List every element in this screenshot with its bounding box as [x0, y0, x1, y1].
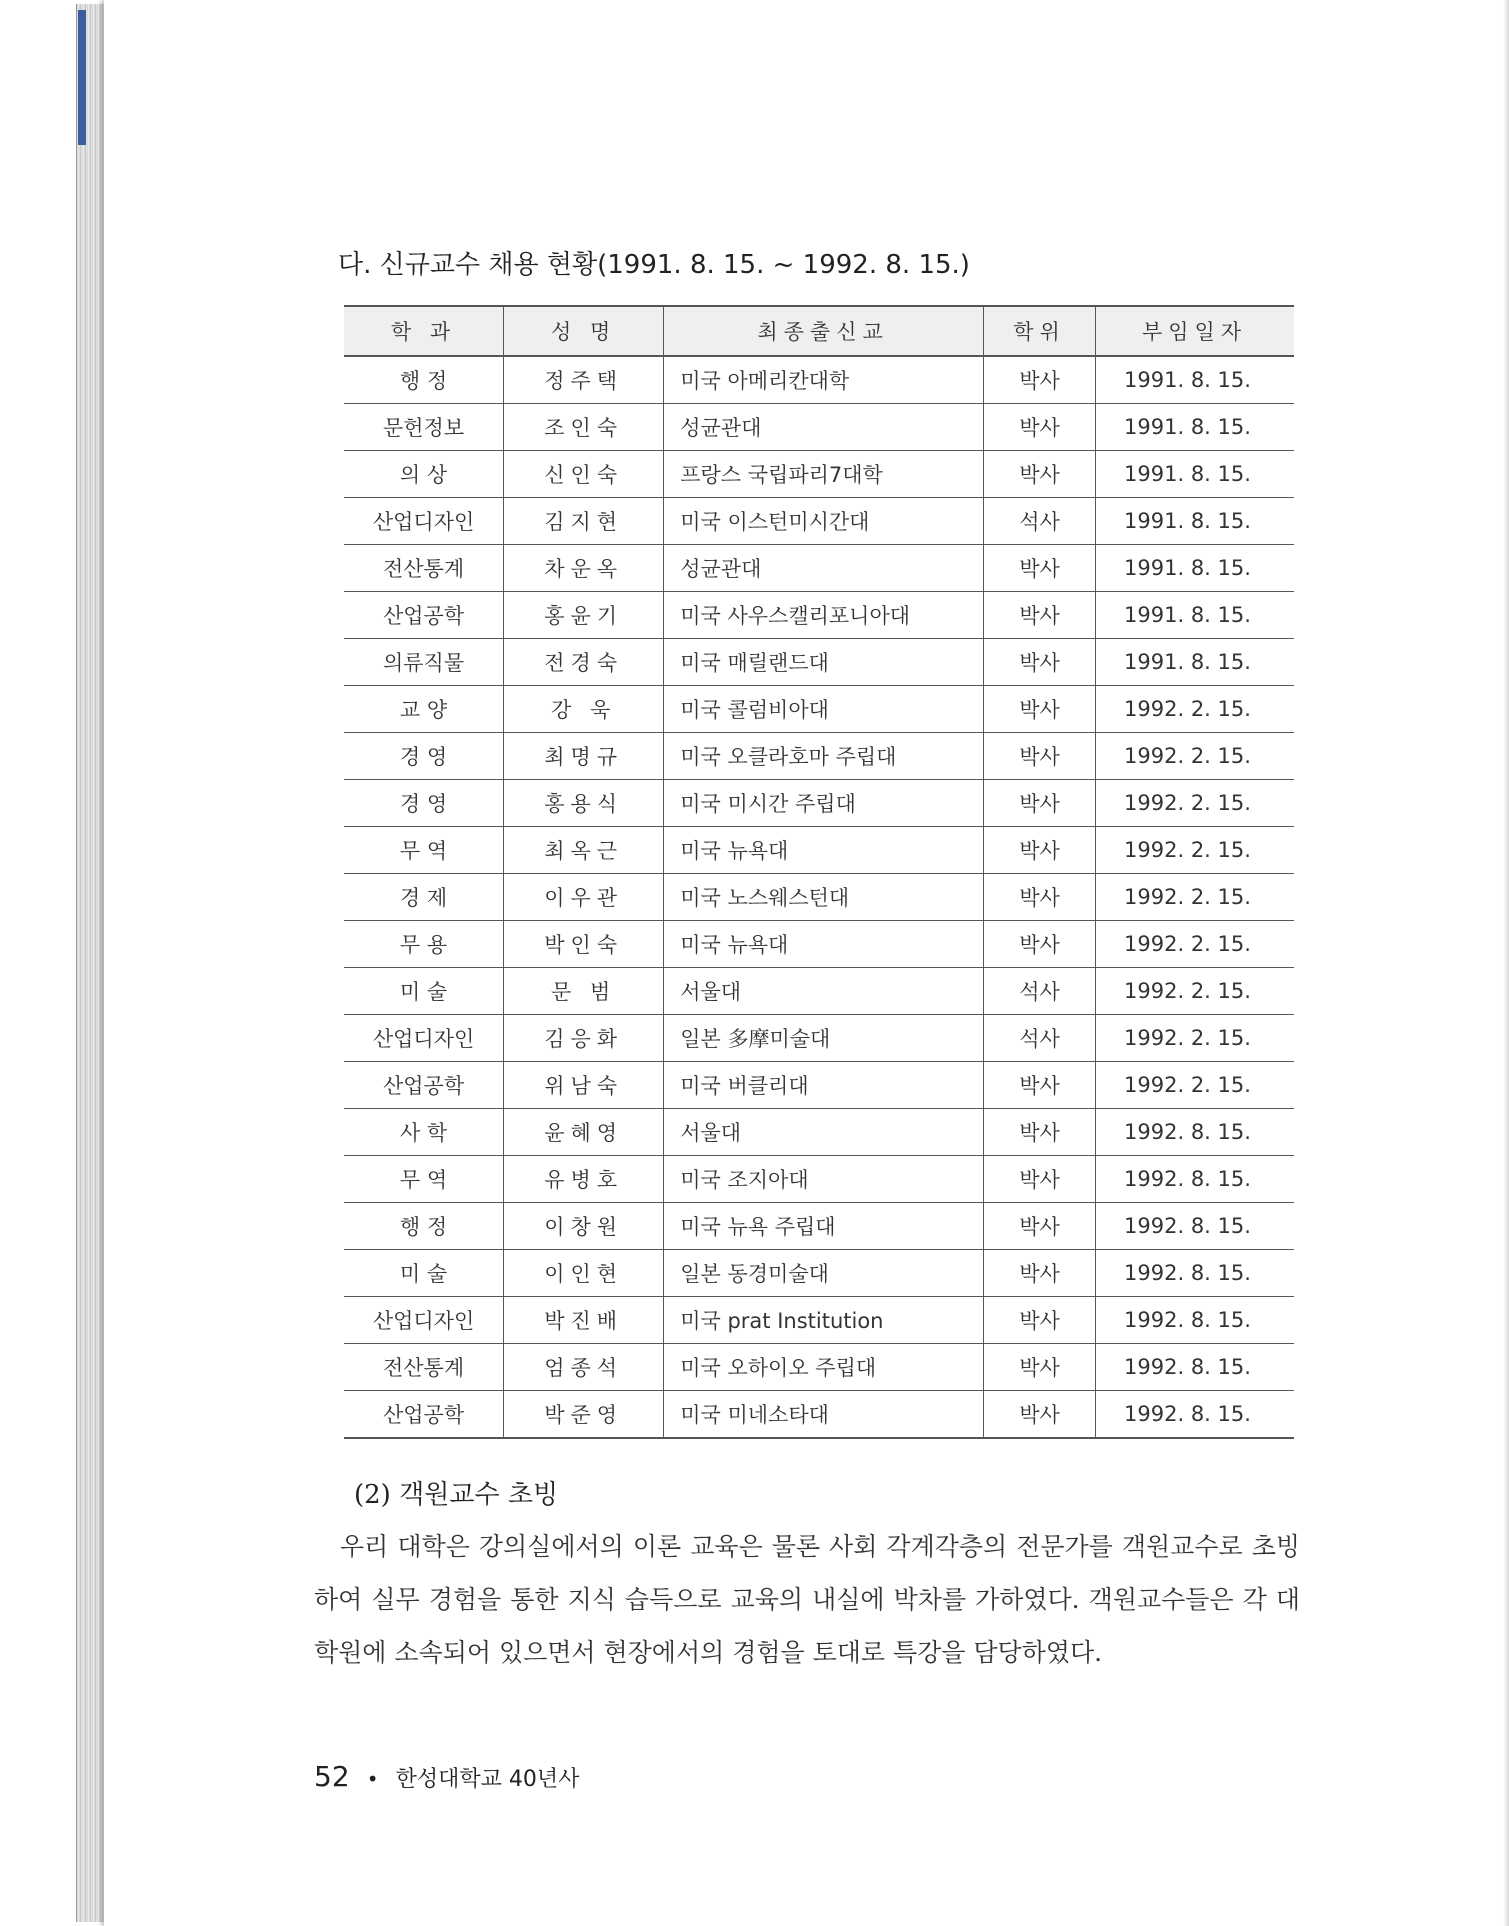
cell-department: 산업공학 — [344, 592, 504, 639]
cell-school: 미국 아메리칸대학 — [664, 356, 984, 404]
cell-name: 문 범 — [504, 968, 664, 1015]
cell-school: 미국 미네소타대 — [664, 1391, 984, 1439]
cell-department: 산업디자인 — [344, 1015, 504, 1062]
cell-department: 무 용 — [344, 921, 504, 968]
section-title: 다. 신규교수 채용 현황(1991. 8. 15. ~ 1992. 8. 15.) — [338, 250, 970, 280]
table-row — [344, 498, 1294, 545]
cell-name: 최명규 — [504, 733, 664, 780]
cell-date: 1992. 2. 15. — [1096, 827, 1294, 874]
cell-department: 미 술 — [344, 1250, 504, 1297]
cell-degree: 박사 — [983, 592, 1095, 639]
cell-school: 성균관대 — [664, 404, 984, 451]
cell-date: 1992. 8. 15. — [1096, 1250, 1294, 1297]
cell-name: 박준영 — [504, 1391, 664, 1439]
footer-bullet: • — [366, 1767, 379, 1791]
cell-department: 경 제 — [344, 874, 504, 921]
cell-department: 사 학 — [344, 1109, 504, 1156]
table-row — [344, 592, 1294, 639]
cell-name: 김지현 — [504, 498, 664, 545]
cell-department: 미 술 — [344, 968, 504, 1015]
cell-school: 미국 버클리대 — [664, 1062, 984, 1109]
table-row — [344, 1391, 1294, 1439]
table-row — [344, 1344, 1294, 1391]
table-row — [344, 1156, 1294, 1203]
cell-date: 1992. 2. 15. — [1096, 686, 1294, 733]
cell-school: 미국 이스턴미시간대 — [664, 498, 984, 545]
cell-school: 미국 뉴욕대 — [664, 921, 984, 968]
cell-degree: 박사 — [983, 1297, 1095, 1344]
cell-degree: 박사 — [983, 733, 1095, 780]
cell-date: 1992. 8. 15. — [1096, 1109, 1294, 1156]
cell-name: 홍용식 — [504, 780, 664, 827]
cell-department: 무 역 — [344, 1156, 504, 1203]
cell-date: 1991. 8. 15. — [1096, 451, 1294, 498]
table-row — [344, 1203, 1294, 1250]
cell-degree: 박사 — [983, 1156, 1095, 1203]
cell-date: 1992. 2. 15. — [1096, 1062, 1294, 1109]
cell-department: 전산통계 — [344, 1344, 504, 1391]
body-paragraph-text: 우리 대학은 강의실에서의 이론 교육은 물론 사회 각계각층의 전문가를 객원교수로 초빙하여 실무 경험을 통한 지식 습득으로 교육의 내실에 박차를 가하였다. 객원교수들은 각 대학원에 소속되어 있으면서 현장에서의 경험을 토대로 특강을 담당하였다. — [314, 1532, 1300, 1667]
book-spine-tab — [78, 10, 86, 145]
cell-degree: 석사 — [983, 1015, 1095, 1062]
cell-degree: 박사 — [983, 921, 1095, 968]
cell-name: 윤혜영 — [504, 1109, 664, 1156]
cell-date: 1991. 8. 15. — [1096, 404, 1294, 451]
cell-department: 교 양 — [344, 686, 504, 733]
table-row — [344, 356, 1294, 404]
cell-school: 미국 미시간 주립대 — [664, 780, 984, 827]
cell-school: 일본 多摩미술대 — [664, 1015, 984, 1062]
cell-department: 산업공학 — [344, 1391, 504, 1439]
cell-degree: 박사 — [983, 356, 1095, 404]
table-row — [344, 827, 1294, 874]
cell-degree: 박사 — [983, 639, 1095, 686]
cell-degree: 박사 — [983, 874, 1095, 921]
cell-date: 1991. 8. 15. — [1096, 356, 1294, 404]
table-row — [344, 451, 1294, 498]
book-page-edges — [76, 4, 105, 1922]
table-row — [344, 733, 1294, 780]
cell-date: 1992. 2. 15. — [1096, 733, 1294, 780]
cell-department: 의류직물 — [344, 639, 504, 686]
cell-degree: 석사 — [983, 498, 1095, 545]
page-number: 52 — [314, 1760, 350, 1793]
cell-department: 문헌정보 — [344, 404, 504, 451]
cell-date: 1992. 8. 15. — [1096, 1297, 1294, 1344]
cell-name: 조인숙 — [504, 404, 664, 451]
cell-name: 차운옥 — [504, 545, 664, 592]
table-row — [344, 968, 1294, 1015]
body-paragraph — [314, 1520, 1300, 1679]
table-row — [344, 404, 1294, 451]
cell-school: 미국 조지아대 — [664, 1156, 984, 1203]
cell-name: 엄종석 — [504, 1344, 664, 1391]
cell-school: 미국 오하이오 주립대 — [664, 1344, 984, 1391]
cell-name: 정주택 — [504, 356, 664, 404]
cell-name: 이창원 — [504, 1203, 664, 1250]
cell-degree: 박사 — [983, 451, 1095, 498]
cell-school: 미국 뉴욕대 — [664, 827, 984, 874]
cell-degree: 박사 — [983, 780, 1095, 827]
sub-heading: (2) 객원교수 초빙 — [354, 1480, 559, 1510]
table-row — [344, 639, 1294, 686]
table-body — [344, 356, 1294, 1438]
cell-name: 강 욱 — [504, 686, 664, 733]
cell-name: 이우관 — [504, 874, 664, 921]
cell-school: 미국 뉴욕 주립대 — [664, 1203, 984, 1250]
cell-degree: 박사 — [983, 1062, 1095, 1109]
cell-department: 산업디자인 — [344, 498, 504, 545]
cell-name: 김응화 — [504, 1015, 664, 1062]
cell-school: 미국 노스웨스턴대 — [664, 874, 984, 921]
header-degree: 학위 — [983, 306, 1095, 356]
cell-school: 미국 매릴랜드대 — [664, 639, 984, 686]
new-faculty-table — [344, 305, 1294, 1439]
cell-name: 박인숙 — [504, 921, 664, 968]
table-row — [344, 1015, 1294, 1062]
cell-department: 행 정 — [344, 1203, 504, 1250]
cell-name: 신인숙 — [504, 451, 664, 498]
cell-school: 미국 prat Institution — [664, 1297, 984, 1344]
cell-date: 1992. 2. 15. — [1096, 780, 1294, 827]
header-school: 최종출신교 — [664, 306, 984, 356]
cell-department: 행 정 — [344, 356, 504, 404]
cell-department: 전산통계 — [344, 545, 504, 592]
cell-department: 경 영 — [344, 733, 504, 780]
page-shadow — [1503, 0, 1509, 1926]
table-row — [344, 1250, 1294, 1297]
cell-department: 의 상 — [344, 451, 504, 498]
table-row — [344, 1062, 1294, 1109]
cell-date: 1992. 8. 15. — [1096, 1156, 1294, 1203]
table-row — [344, 1297, 1294, 1344]
cell-school: 프랑스 국립파리7대학 — [664, 451, 984, 498]
cell-department: 산업공학 — [344, 1062, 504, 1109]
cell-name: 최옥근 — [504, 827, 664, 874]
header-department: 학 과 — [344, 306, 504, 356]
cell-degree: 석사 — [983, 968, 1095, 1015]
table-row — [344, 545, 1294, 592]
table-header-row — [344, 306, 1294, 356]
cell-degree: 박사 — [983, 1203, 1095, 1250]
cell-degree: 박사 — [983, 404, 1095, 451]
cell-school: 서울대 — [664, 1109, 984, 1156]
cell-date: 1991. 8. 15. — [1096, 592, 1294, 639]
cell-degree: 박사 — [983, 545, 1095, 592]
table-row — [344, 686, 1294, 733]
book-title: 한성대학교 40년사 — [395, 1767, 580, 1792]
cell-date: 1992. 2. 15. — [1096, 874, 1294, 921]
table-row — [344, 921, 1294, 968]
cell-degree: 박사 — [983, 686, 1095, 733]
cell-degree: 박사 — [983, 1109, 1095, 1156]
cell-degree: 박사 — [983, 1344, 1095, 1391]
header-name: 성 명 — [504, 306, 664, 356]
cell-school: 서울대 — [664, 968, 984, 1015]
cell-department: 무 역 — [344, 827, 504, 874]
cell-date: 1992. 2. 15. — [1096, 921, 1294, 968]
cell-date: 1992. 8. 15. — [1096, 1203, 1294, 1250]
cell-name: 유병호 — [504, 1156, 664, 1203]
page-footer — [314, 1760, 579, 1793]
cell-date: 1991. 8. 15. — [1096, 545, 1294, 592]
cell-date: 1992. 8. 15. — [1096, 1344, 1294, 1391]
table-row — [344, 780, 1294, 827]
cell-name: 홍윤기 — [504, 592, 664, 639]
cell-school: 성균관대 — [664, 545, 984, 592]
cell-department: 경 영 — [344, 780, 504, 827]
header-date: 부임일자 — [1096, 306, 1294, 356]
cell-name: 위남숙 — [504, 1062, 664, 1109]
cell-date: 1992. 8. 15. — [1096, 1391, 1294, 1439]
cell-degree: 박사 — [983, 1391, 1095, 1439]
cell-school: 미국 사우스캘리포니아대 — [664, 592, 984, 639]
cell-date: 1991. 8. 15. — [1096, 639, 1294, 686]
cell-date: 1992. 2. 15. — [1096, 968, 1294, 1015]
cell-degree: 박사 — [983, 1250, 1095, 1297]
cell-school: 미국 오클라호마 주립대 — [664, 733, 984, 780]
cell-school: 일본 동경미술대 — [664, 1250, 984, 1297]
cell-name: 전경숙 — [504, 639, 664, 686]
cell-name: 이인현 — [504, 1250, 664, 1297]
table-row — [344, 1109, 1294, 1156]
table-row — [344, 874, 1294, 921]
cell-date: 1992. 2. 15. — [1096, 1015, 1294, 1062]
cell-school: 미국 콜럼비아대 — [664, 686, 984, 733]
cell-degree: 박사 — [983, 827, 1095, 874]
cell-department: 산업디자인 — [344, 1297, 504, 1344]
cell-name: 박진배 — [504, 1297, 664, 1344]
cell-date: 1991. 8. 15. — [1096, 498, 1294, 545]
